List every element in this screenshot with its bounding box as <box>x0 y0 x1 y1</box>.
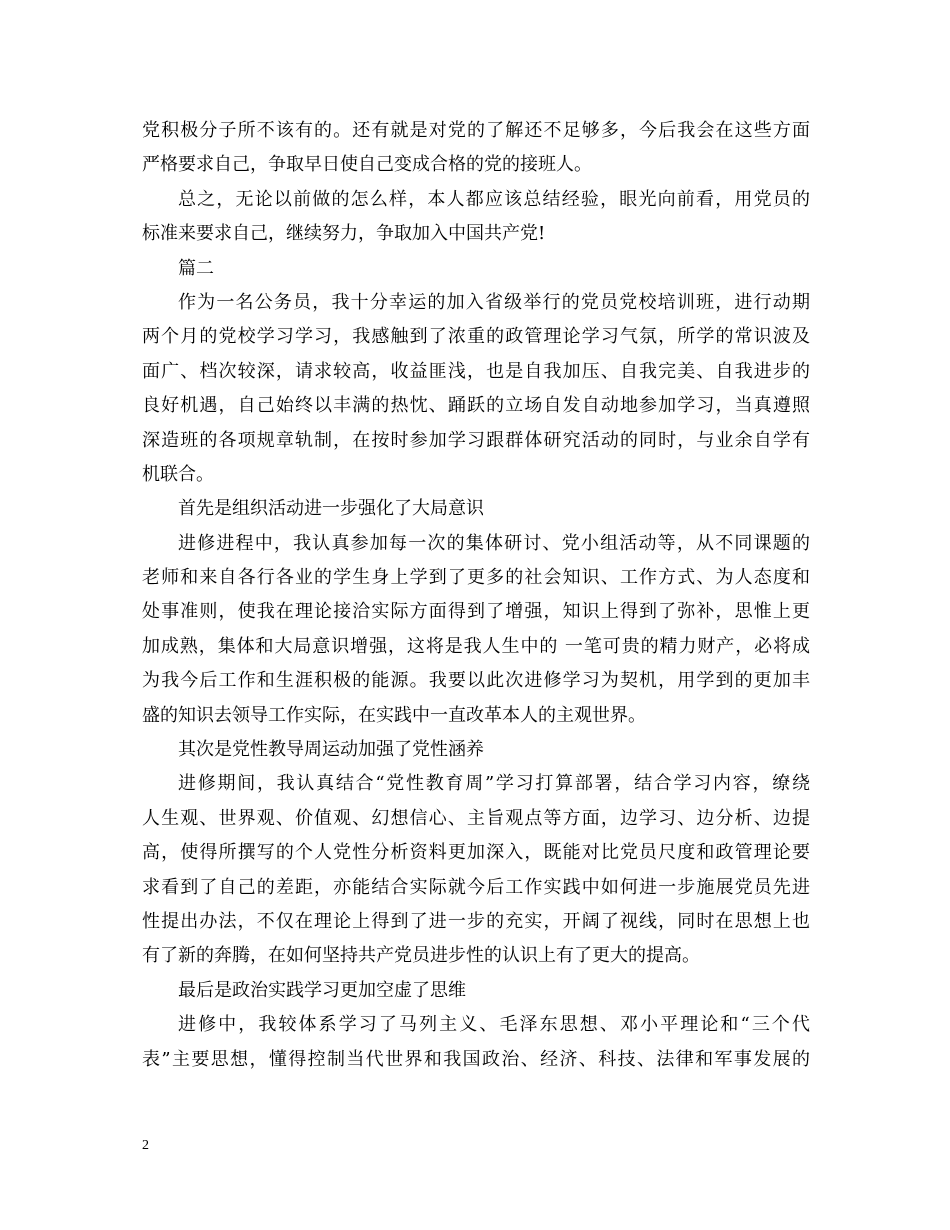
subheading: 其次是党性教导周运动加强了党性涵养 <box>178 739 484 761</box>
text-line: 求看到了自己的差距，亦能结合实际就今后工作实践中如何进一步施展党员先进 <box>142 876 810 898</box>
page-number: 2 <box>142 1138 149 1153</box>
text-line: 党积极分子所不该有的。还有就是对党的了解还不足够多，今后我会在这些方面 <box>142 120 810 141</box>
text-line: 加成熟，集体和大局意识增强，这将是我人生中的 一笔可贵的精力财产，必将成 <box>142 635 810 657</box>
text-line: 两个月的党校学习学习，我感触到了浓重的政管理论学习气氛，所学的常识波及 <box>142 326 810 348</box>
text-line: 高，使得所撰写的个人党性分析资料更加深入，既能对比党员尺度和政管理论要 <box>142 842 810 864</box>
subheading: 最后是政治实践学习更加空虚了思维 <box>178 979 466 1001</box>
text-line: 总之，无论以前做的怎么样，本人都应该总结经验，眼光向前看，用党员的 <box>178 188 810 210</box>
text-line: 机联合。 <box>142 463 214 485</box>
text-line: 深造班的各项规章轨制，在按时参加学习跟群体研究活动的同时，与业余自学有 <box>142 429 810 451</box>
text-line: 进修中，我较体系学习了马列主义、毛泽东思想、邓小平理论和“三个代 <box>178 1014 810 1036</box>
text-line: 面广、档次较深，请求较高，收益匪浅，也是自我加压、自我完美、自我进步的 <box>142 360 810 382</box>
text-line: 表”主要思想，懂得控制当代世界和我国政治、经济、科技、法律和军事发展的 <box>142 1048 810 1070</box>
subheading: 首先是组织活动进一步强化了大局意识 <box>178 498 484 520</box>
text-line: 处事准则，使我在理论接洽实际方面得到了增强，知识上得到了弥补，思惟上更 <box>142 601 810 623</box>
text-line: 老师和来自各行各业的学生身上学到了更多的社会知识、工作方式、为人态度和 <box>142 567 810 589</box>
text-line: 性提出办法，不仅在理论上得到了进一步的充实，开阔了视线，同时在思想上也 <box>142 910 810 932</box>
text-line: 良好机遇，自己始终以丰满的热忱、踊跃的立场自发自动地参加学习，当真遵照 <box>142 395 810 417</box>
text-line: 为我今后工作和生涯积极的能源。我要以此次进修学习为契机，用学到的更加丰 <box>142 670 810 692</box>
text-line: 有了新的奔腾，在如何坚持共产党员进步性的认识上有了更大的提高。 <box>142 945 700 967</box>
document-body <box>142 114 810 1077</box>
text-line: 盛的知识去领导工作实际，在实践中一直改革本人的主观世界。 <box>142 704 646 726</box>
text-line: 严格要求自己，争取早日使自己变成合格的党的接班人。 <box>142 154 592 176</box>
text-line: 进修进程中，我认真参加每一次的集体研讨、党小组活动等，从不同课题的 <box>178 532 810 554</box>
section-heading: 篇二 <box>178 257 214 279</box>
text-line: 作为一名公务员，我十分幸运的加入省级举行的党员党校培训班，进行动期 <box>178 291 810 313</box>
text-line: 进修期间，我认真结合“党性教育周”学习打算部署，结合学习内容，缭绕 <box>178 773 810 795</box>
text-line: 人生观、世界观、价值观、幻想信心、主旨观点等方面，边学习、边分析、边提 <box>142 807 810 829</box>
text-line: 标准来要求自己，继续努力，争取加入中国共产党! <box>142 223 546 245</box>
